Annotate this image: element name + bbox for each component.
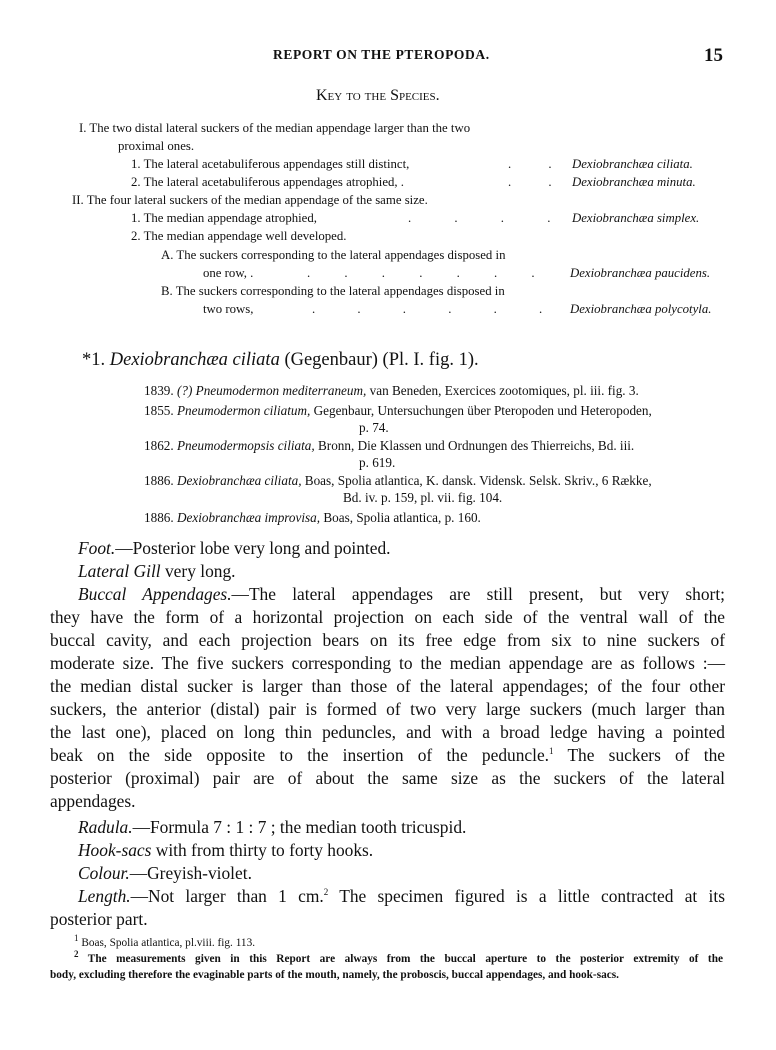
buccal-line: appendages. [50,791,136,811]
running-title: REPORT ON THE PTEROPODA. [273,47,490,62]
key-species: Dexiobranchæa paucidens. [570,266,711,280]
key-leader-dots: . . [508,175,552,189]
key-line: 2. The median appendage well developed. [131,229,347,243]
buccal-line: suckers, the anterior (distal) pair is formed of two very large suckers (much larger than [50,699,725,719]
foot-paragraph [78,538,391,559]
buccal-line: posterior (proximal) pair are of about the same size as the suckers of the lateral [50,768,725,788]
key-line: 1. The median appendage atrophied, [131,211,317,225]
key-leader-dots: . . . . . . . [307,266,535,280]
hooksacs-paragraph [78,840,373,861]
synonymy-entry [144,510,481,526]
species-heading [82,350,479,371]
section-text: very long. [164,561,236,581]
synonymy-reference: Gegenbaur, Untersuchungen über Pteropoden und Heteropoden, [313,403,652,418]
key-leader-dots: . . . . . . [312,302,543,316]
buccal-line: the last one), placed on long thin peduncles, and with a broad ledge having a pointed [50,722,725,742]
footnote-mark: 2 [74,949,79,960]
synonymy-name: Pneumodermon ciliatum, [176,403,311,418]
synonymy-year: 1839. [144,383,174,398]
species-number: *1. [82,350,106,370]
buccal-line: Buccal Appendages.—The lateral appendages are still present, but very short; [78,584,725,604]
gill-paragraph [78,561,236,582]
buccal-line: moderate size. The five suckers corresponding to the median appendage are as follows :— [50,653,725,673]
page-number: 15 [704,45,723,66]
footnote-ref: 1 [549,746,554,757]
synonymy-year: 1855. [144,403,174,418]
species-name: Dexiobranchæa ciliata [109,350,280,370]
key-line: 1. The lateral acetabuliferous appendages still distinct, [131,157,410,171]
section-label: Foot. [78,538,116,558]
key-species: Dexiobranchæa minuta. [572,175,696,189]
key-species: Dexiobranchæa ciliata. [572,157,693,171]
section-label: Hook-sacs [78,840,152,860]
key-line: I. The two distal lateral suckers of the median appendage larger than the two [79,121,471,135]
footnote-ref: 2 [323,887,329,898]
synonymy-year: 1886. [144,510,174,525]
colour-paragraph [78,863,252,884]
synonymy-reference: Bronn, Die Klassen und Ordnungen des Thierreichs, Bd. iii. [318,438,635,453]
section-text: —Formula 7 : 1 : 7 ; the median tooth tricuspid. [132,817,467,837]
length-paragraph: Length.—Not larger than 1 cm.$^2$ The specimen figured is a little contracted at its [78,886,725,906]
section-label: Radula. [78,817,133,837]
key-leader-dots: . . [508,157,552,171]
synonymy-entry [144,403,652,419]
synonymy-name: Pneumodermopsis ciliata, [176,438,315,453]
key-line: II. The four lateral suckers of the median appendage of the same size. [72,193,428,207]
synonymy-name: Dexiobranchæa ciliata, [176,473,302,488]
key-leader-dots: . . . . [408,211,551,225]
section-text: with from thirty to forty hooks. [155,840,374,860]
synonymy-entry [144,473,652,489]
synonymy-entry [144,383,639,399]
synonymy-year: 1886. [144,473,174,488]
section-label: Colour. [78,863,130,883]
buccal-line: they have the form of a horizontal projection on each side of the ventral wall of the [50,607,725,627]
synonymy-reference: van Beneden, Exercices zootomiques, pl. iii. fig. 3. [369,383,639,398]
footnote: $^1$ Boas, Spolia atlantica, pl.viii. fig. 113. [74,933,256,949]
radula-paragraph [78,817,466,838]
species-authority: (Gegenbaur) (Pl. I. fig. 1). [284,350,479,370]
length-line: posterior part. [50,909,148,929]
synonymy-continuation: p. 74. [359,420,389,435]
footnote: $^2$ The measurements given in this Report are always from the buccal aperture to the posterior extremity of the [74,949,723,965]
section-label: Buccal Appendages. [78,584,232,604]
synonymy-continuation: Bd. iv. p. 159, pl. vii. fig. 104. [343,490,503,505]
key-heading: Key to the Species. [316,87,440,104]
section-label: Length. [78,886,131,906]
key-line: 2. The lateral acetabuliferous appendages atrophied, . [131,175,405,189]
key-line: proximal ones. [118,139,195,153]
section-label: Lateral Gill [78,561,161,581]
section-text: —Posterior lobe very long and pointed. [115,538,391,558]
synonymy-reference: Boas, Spolia atlantica, K. dansk. Vidensk. Selsk. Skriv., 6 Række, [304,473,652,488]
synonymy-continuation: p. 619. [359,455,396,470]
synonymy-entry [144,438,634,454]
synonymy-name: Dexiobranchæa improvisa, [176,510,321,525]
key-line: one row, . [203,266,254,280]
key-line: A. The suckers corresponding to the lateral appendages disposed in [161,248,506,262]
footnote-mark: 1 [74,933,79,944]
key-line: B. The suckers corresponding to the lateral appendages disposed in [161,284,505,298]
synonymy-year: 1862. [144,438,174,453]
footnote-continuation: body, excluding therefore the evaginable parts of the mouth, namely, the proboscis, buccal appendages, and hook-sacs. [50,969,619,981]
buccal-line: beak on the side opposite to the insertion of the peduncle.$^1$ The suckers of the [50,745,725,765]
section-text: —Greyish-violet. [129,863,252,883]
key-species: Dexiobranchæa polycotyla. [570,302,712,316]
synonymy-reference: Boas, Spolia atlantica, p. 160. [323,510,481,525]
key-species: Dexiobranchæa simplex. [572,211,700,225]
buccal-line: the median distal sucker is larger than those of the lateral appendages; of the four other [50,676,725,696]
key-line: two rows, [203,302,254,316]
buccal-line: buccal cavity, and each projection bears on its free edge from six to nine suckers of [50,630,725,650]
synonymy-name: (?) Pneumodermon mediterraneum, [176,383,367,398]
